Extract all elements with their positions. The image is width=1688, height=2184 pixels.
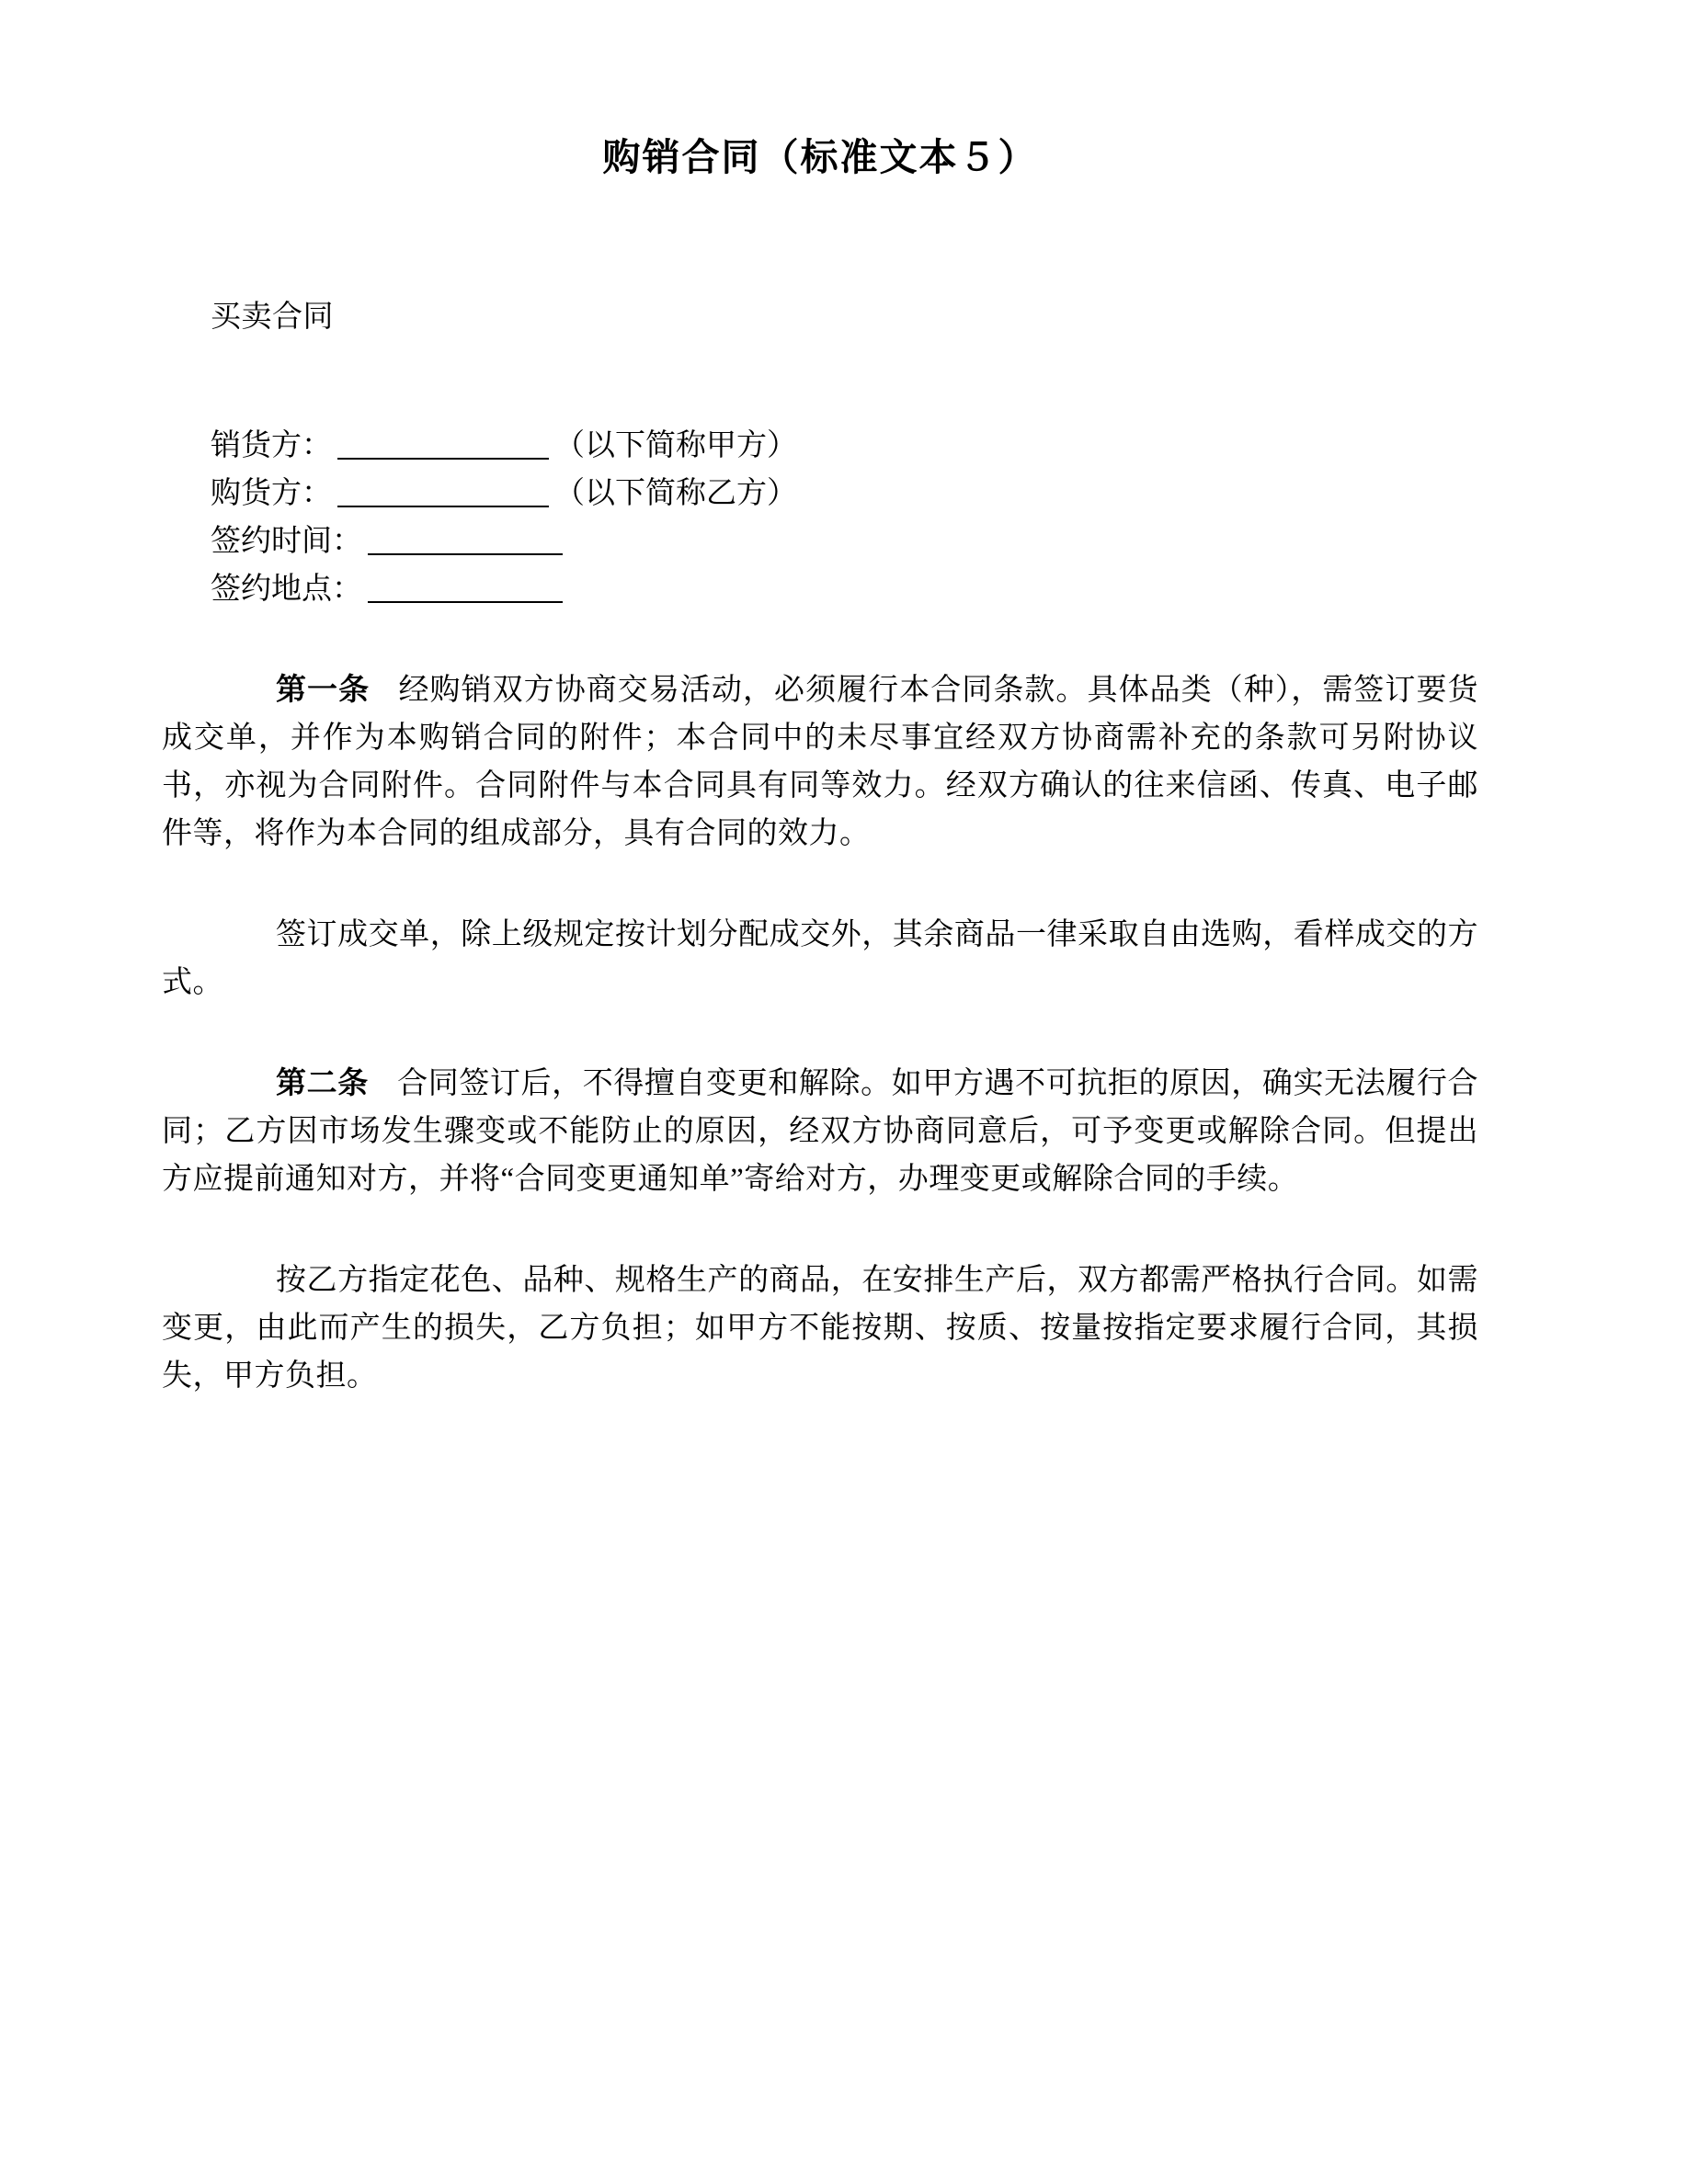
seller-blank-line bbox=[337, 458, 549, 460]
field-row-signing-place bbox=[162, 565, 1478, 613]
paragraph-clause-1 bbox=[162, 666, 1478, 858]
party-fields-block bbox=[162, 422, 1478, 613]
paragraph-clause-2 bbox=[162, 1060, 1478, 1203]
field-label-signing-date: 签约时间： bbox=[211, 525, 362, 558]
clause-2-text: 合同签订后，不得擅自变更和解除。如甲方遇不可抗拒的原因，确实无法履行合同；乙方因市场发生骤变或不能防止的原因，经双方协商同意后，可予变更或解除合同。但提出方应提前通知对方，并将“合同变更通知单”寄给对方，办理变更或解除合同的手续。 bbox=[162, 1067, 1479, 1196]
paragraph-clause-2-supplement bbox=[162, 1257, 1478, 1400]
field-row-seller bbox=[162, 422, 1478, 470]
clause-1-number: 第一条 bbox=[276, 674, 371, 707]
document-title: 购销合同（标准文本５） bbox=[602, 136, 1038, 178]
clause-1-supplement-text: 签订成交单，除上级规定按计划分配成交外，其余商品一律采取自由选购，看样成交的方式。 bbox=[162, 918, 1478, 999]
field-label-buyer: 购货方： bbox=[211, 477, 332, 510]
contract-type-label: 买卖合同 bbox=[211, 301, 334, 334]
field-label-seller: 销货方： bbox=[211, 429, 332, 462]
clause-2-number: 第二条 bbox=[276, 1067, 369, 1100]
paragraph-clause-1-supplement bbox=[162, 911, 1478, 1007]
clause-2-supplement-text: 按乙方指定花色、品种、规格生产的商品，在安排生产后，双方都需严格执行合同。如需变更，由此而产生的损失，乙方负担；如甲方不能按期、按质、按量按指定要求履行合同，其损失，甲方负担。 bbox=[162, 1264, 1478, 1393]
field-suffix-seller: （以下简称甲方） bbox=[554, 429, 797, 462]
field-suffix-buyer: （以下简称乙方） bbox=[554, 477, 797, 510]
field-row-buyer bbox=[162, 470, 1478, 518]
signing-place-blank-line bbox=[368, 601, 563, 603]
buyer-blank-line bbox=[337, 506, 549, 507]
field-row-signing-date bbox=[162, 518, 1478, 565]
signing-date-blank-line bbox=[368, 553, 563, 555]
clause-1-text: 经购销双方协商交易活动，必须履行本合同条款。具体品类（种），需签订要货成交单，并作为本购销合同的附件；本合同中的未尽事宜经双方协商需补充的条款可另附协议书，亦视为合同附件。合同附件与本合同具有同等效力。经双方确认的往来信函、传真、电子邮件等，将作为本合同的组成部分，具有合同的效力。 bbox=[162, 674, 1479, 850]
field-label-signing-place: 签约地点： bbox=[211, 573, 362, 606]
